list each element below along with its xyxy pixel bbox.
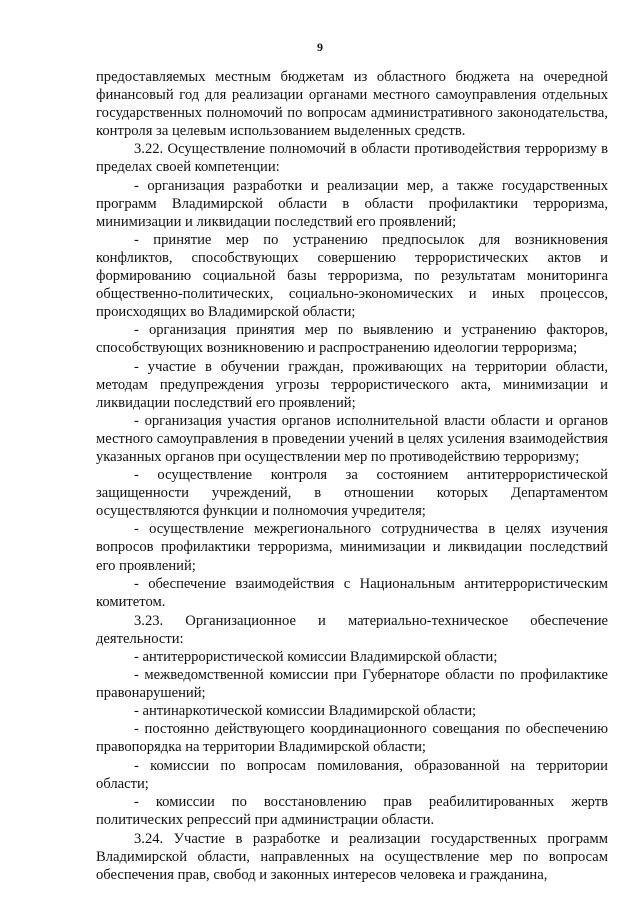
list-item: - организация разработки и реализации мер, а также государственных программ Владимирской области в области профилактики терроризма, минимизации и ликвидации последствий его проявлений; [96, 177, 608, 230]
list-item: - комиссии по восстановлению прав реабилитированных жертв политических репрессий при администрации области. [96, 793, 608, 828]
list-item: - осуществление контроля за состоянием антитеррористической защищенности учреждений, в отношении которых Департаментом осуществляются функции и полномочия учредителя; [96, 467, 608, 520]
list-item: - организация участия органов исполнительной власти области и органов местного самоуправления в проведении учений в целях усиления взаимодействия указанных органов при осуществлении мер по противодействию терроризму; [96, 412, 608, 465]
list-item: - осуществление межрегионального сотрудничества в целях изучения вопросов профилактики терроризма, минимизации и ликвидации последствий его проявлений; [96, 521, 608, 574]
paragraph-budget-continuation: предоставляемых местным бюджетам из областного бюджета на очередной финансовый год для реализации органами местного самоуправления отдельных государственных полномочий по вопросам административного законодательства, контроля за целевым использованием выделенных средств. [96, 69, 608, 140]
list-item: - обеспечение взаимодействия с Национальным антитеррористическим комитетом. [96, 575, 608, 610]
list-item: - организация принятия мер по выявлению и устранению факторов, способствующих возникновению и распространению идеологии терроризма; [96, 322, 608, 357]
paragraph-3-23-heading: 3.23. Организационное и материально-техническое обеспечение деятельности: [96, 612, 608, 647]
list-item: - участие в обучении граждан, проживающих на территории области, методам предупреждения угрозы террористического акта, минимизации и ликвидации последствий его проявлений; [96, 358, 608, 411]
list-item: - принятие мер по устранению предпосылок для возникновения конфликтов, способствующих совершению террористических актов и формированию социальной базы терроризма, по результатам мониторинга общественно-политических, социально-экономических и иных процессов, происходящих во Владимирской области; [96, 231, 608, 321]
paragraph-3-24: 3.24. Участие в разработке и реализации государственных программ Владимирской области, направленных на осуществление мер по вопросам обеспечения прав, свобод и законных интересов человека и гражданина, [96, 830, 608, 884]
list-item: - антинаркотической комиссии Владимирской области; [134, 703, 477, 720]
list-item: - антитеррористической комиссии Владимирской области; [134, 649, 498, 665]
list-item: - комиссии по вопросам помилования, образованной на территории области; [96, 757, 608, 792]
document-body [96, 68, 608, 884]
page-number: 9 [317, 40, 323, 54]
list-item: - межведомственной комиссии при Губернаторе области по профилактике правонарушений; [96, 667, 608, 702]
list-item: - постоянно действующего координационного совещания по обеспечению правопорядка на территории Владимирской области; [96, 721, 608, 756]
paragraph-3-22-heading: 3.22. Осуществление полномочий в области противодействия терроризму в пределах своей компетенции: [96, 141, 608, 176]
